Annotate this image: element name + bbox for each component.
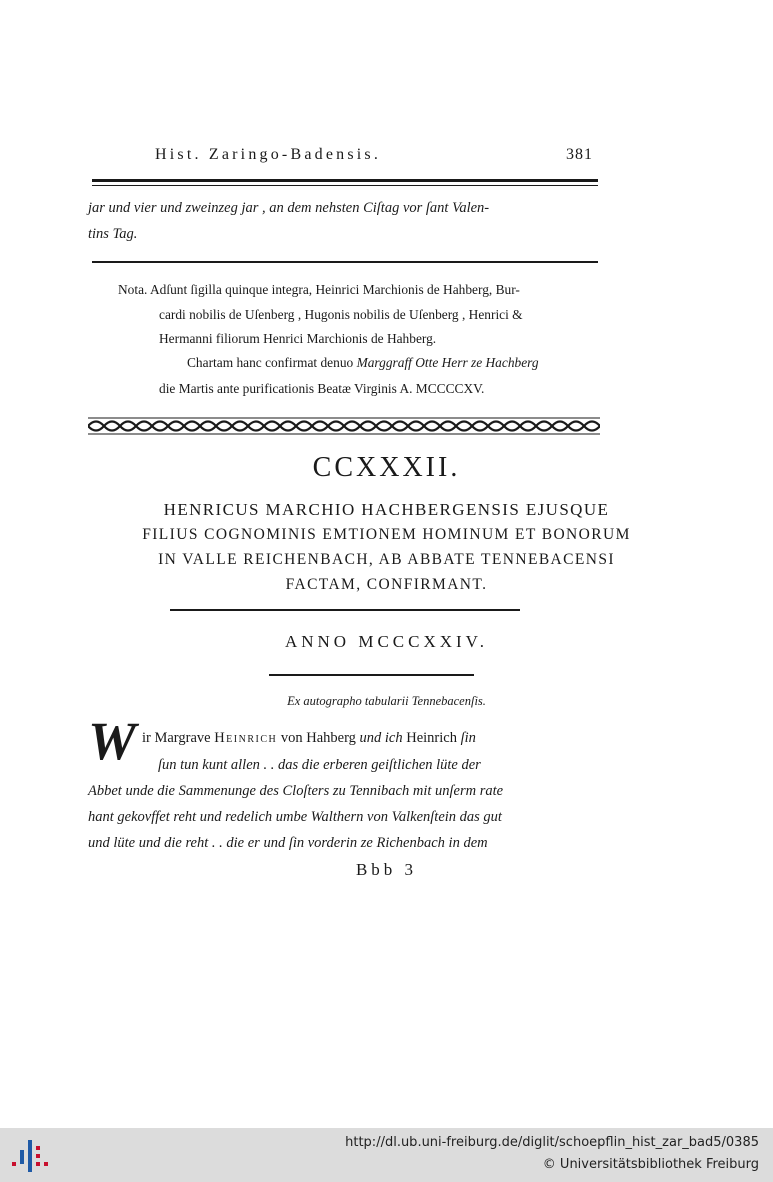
- preceding-text-line-2: tins Tag.: [88, 226, 138, 242]
- charter-year: ANNO MCCCXXIV.: [284, 632, 489, 651]
- charter-line-4: hant gekovffet reht und redelich umbe Walthern von Valkenſtein das gut: [88, 809, 502, 825]
- running-title: Hist. Zaringo-Badensis.: [155, 146, 382, 163]
- caption-line-3: IN VALLE REICHENBACH, AB ABBATE TENNEBACENSI: [158, 551, 615, 568]
- caption-rule: [170, 609, 520, 611]
- charter-line-1-e: ſin: [460, 730, 476, 746]
- header-rule-thick: [92, 179, 598, 182]
- section-rule: [92, 261, 598, 263]
- charter-line-5: und lüte und die reht . . die er und ſin vorderin ze Richenbach in dem: [88, 835, 488, 851]
- nota-confirm-text: Chartam hanc confirmat denuo: [187, 355, 354, 370]
- page-number: 381: [566, 146, 593, 163]
- year-rule: [269, 674, 474, 676]
- decorated-initial: W: [88, 711, 137, 771]
- charter-line-2: ſun tun kunt allen . . das die erberen geiſtlichen lüte der: [158, 757, 481, 773]
- preceding-text-line-1: jar und vier und zweinzeg jar , an dem nehsten Ciſtag vor ſant Valen-: [88, 200, 490, 216]
- charter-line-1-name: Heinrich: [214, 730, 278, 746]
- copyright-notice: © Universitätsbibliothek Freiburg: [542, 1157, 759, 1172]
- caption-line-1: HENRICUS MARCHIO HACHBERGENSIS EJUSQUE: [163, 500, 610, 519]
- signature-mark: Bbb 3: [355, 860, 418, 879]
- library-logo-icon[interactable]: [10, 1136, 50, 1176]
- charter-line-1-a: ir Margrave: [142, 730, 211, 746]
- charter-source: Ex autographo tabularii Tennebacenſis.: [287, 694, 486, 708]
- nota-line-3: Hermanni filiorum Henrici Marchionis de Hahberg.: [159, 331, 437, 346]
- charter-line-1-d: Heinrich: [406, 730, 457, 746]
- nota-line-4: [187, 355, 539, 371]
- nota-line-2: cardi nobilis de Uſenberg , Hugonis nobilis de Uſenberg , Henrici &: [159, 307, 523, 322]
- charter-line-3: Abbet unde die Sammenunge des Cloſters zu Tennibach mit unſerm rate: [88, 783, 504, 799]
- nota-confirm-italic: Marggraff Otte Herr ze Hachberg: [356, 355, 539, 370]
- caption-line-4: FACTAM, CONFIRMANT.: [285, 576, 488, 593]
- caption-line-2: FILIUS COGNOMINIS EMTIONEM HOMINUM ET BONORUM: [142, 526, 631, 543]
- charter-line-1-b: von Hahberg: [280, 730, 356, 746]
- nota-line-1: Nota. Adſunt ſigilla quinque integra, Heinrici Marchionis de Hahberg, Bur-: [118, 282, 520, 297]
- header-rule-thin: [92, 185, 598, 186]
- viewer-footer: [0, 1128, 773, 1182]
- nota-line-5: die Martis ante purificationis Beatæ Virginis A. MCCCCXV.: [159, 381, 485, 396]
- charter-number: CCXXXII.: [312, 452, 461, 483]
- charter-line-1: [142, 730, 476, 747]
- chain-ornament: [88, 416, 600, 436]
- charter-line-1-c: und ich: [359, 730, 403, 746]
- permalink-url[interactable]: http://dl.ub.uni-freiburg.de/diglit/schoepflin_hist_zar_bad5/0385: [345, 1135, 759, 1150]
